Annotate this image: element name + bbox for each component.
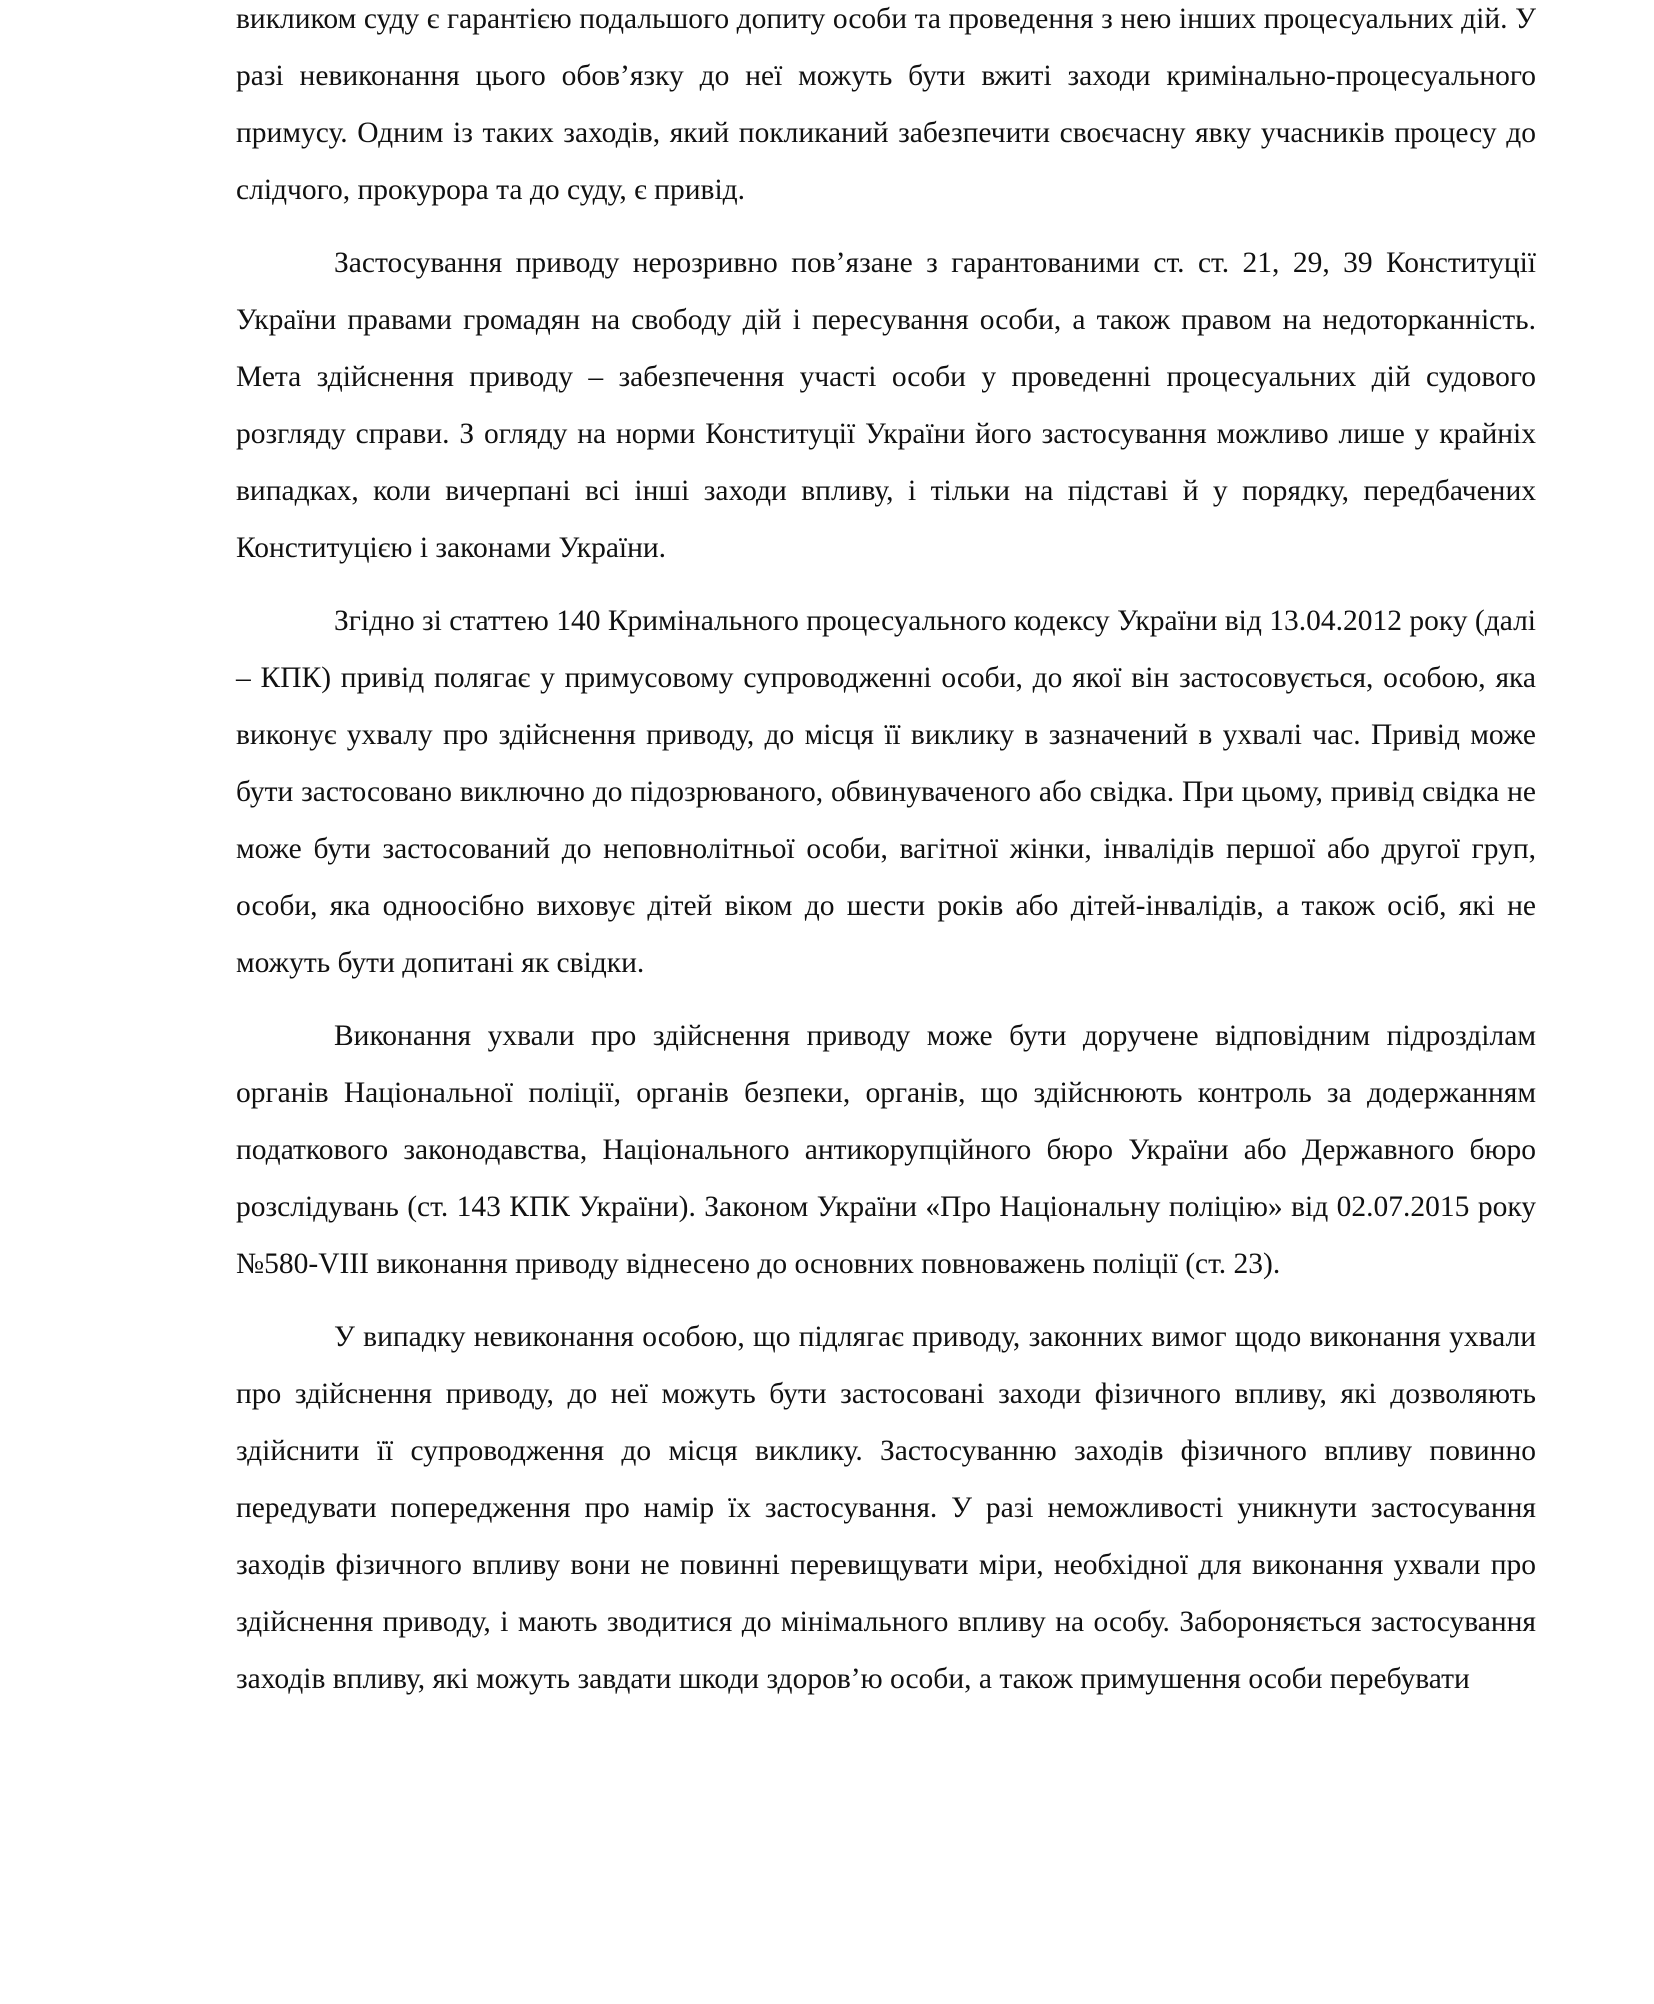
paragraph-constitution: Застосування приводу нерозривно пов’язане з гарантованими ст. ст. 21, 29, 39 Конституції України правами громадян на свободу дій і пересування особи, а також правом на недоторканність. Мета здійснення приводу – забезпечення участі особи у проведенні процесуальних дій судового розгляду справи. З огляду на норми Конституції України його застосування можливо лише у крайніх випадках, коли вичерпані всі інші заходи впливу, і тільки на підставі й у порядку, передбачених Конституцією і законами України. xyxy=(236,247,1536,564)
document-body xyxy=(236,0,1536,1708)
paragraph-continuation: викликом суду є гарантією подальшого допиту особи та проведення з нею інших процесуальних дій. У разі невиконання цього обов’язку до неї можуть бути вжиті заходи кримінально-процесуального примусу. Одним із таких заходів, який покликаний забезпечити своєчасну явку учасників процесу до слідчого, прокурора та до суду, є привід. xyxy=(236,3,1536,206)
paragraph-article-140: Згідно зі статтею 140 Кримінального процесуального кодексу України від 13.04.2012 року (далі – КПК) привід полягає у примусовому супроводженні особи, до якої він застосовується, особою, яка виконує ухвалу про здійснення приводу, до місця її виклику в зазначений в ухвалі час. Привід може бути застосовано виключно до підозрюваного, обвинуваченого або свідка. При цьому, привід свідка не може бути застосований до неповнолітньої особи, вагітної жінки, інвалідів першої або другої груп, особи, яка одноосібно виховує дітей віком до шести років або дітей-інвалідів, а також осіб, які не можуть бути допитані як свідки. xyxy=(236,605,1536,979)
paragraph-execution: Виконання ухвали про здійснення приводу може бути доручене відповідним підрозділам органів Національної поліції, органів безпеки, органів, що здійснюють контроль за додержанням податкового законодавства, Національного антикорупційного бюро України або Державного бюро розслідувань (ст. 143 КПК України). Законом України «Про Національну поліцію» від 02.07.2015 року №580-VIII виконання приводу віднесено до основних повноважень поліції (ст. 23). xyxy=(236,1020,1536,1280)
paragraph-physical-force: У випадку невиконання особою, що підлягає приводу, законних вимог щодо виконання ухвали про здійснення приводу, до неї можуть бути застосовані заходи фізичного впливу, які дозволяють здійснити її супроводження до місця виклику. Застосуванню заходів фізичного впливу повинно передувати попередження про намір їх застосування. У разі неможливості уникнути застосування заходів фізичного впливу вони не повинні перевищувати міри, необхідної для виконання ухвали про здійснення приводу, і мають зводитися до мінімального впливу на особу. Забороняється застосування заходів впливу, які можуть завдати шкоди здоров’ю особи, а також примушення особи перебувати xyxy=(236,1321,1536,1695)
